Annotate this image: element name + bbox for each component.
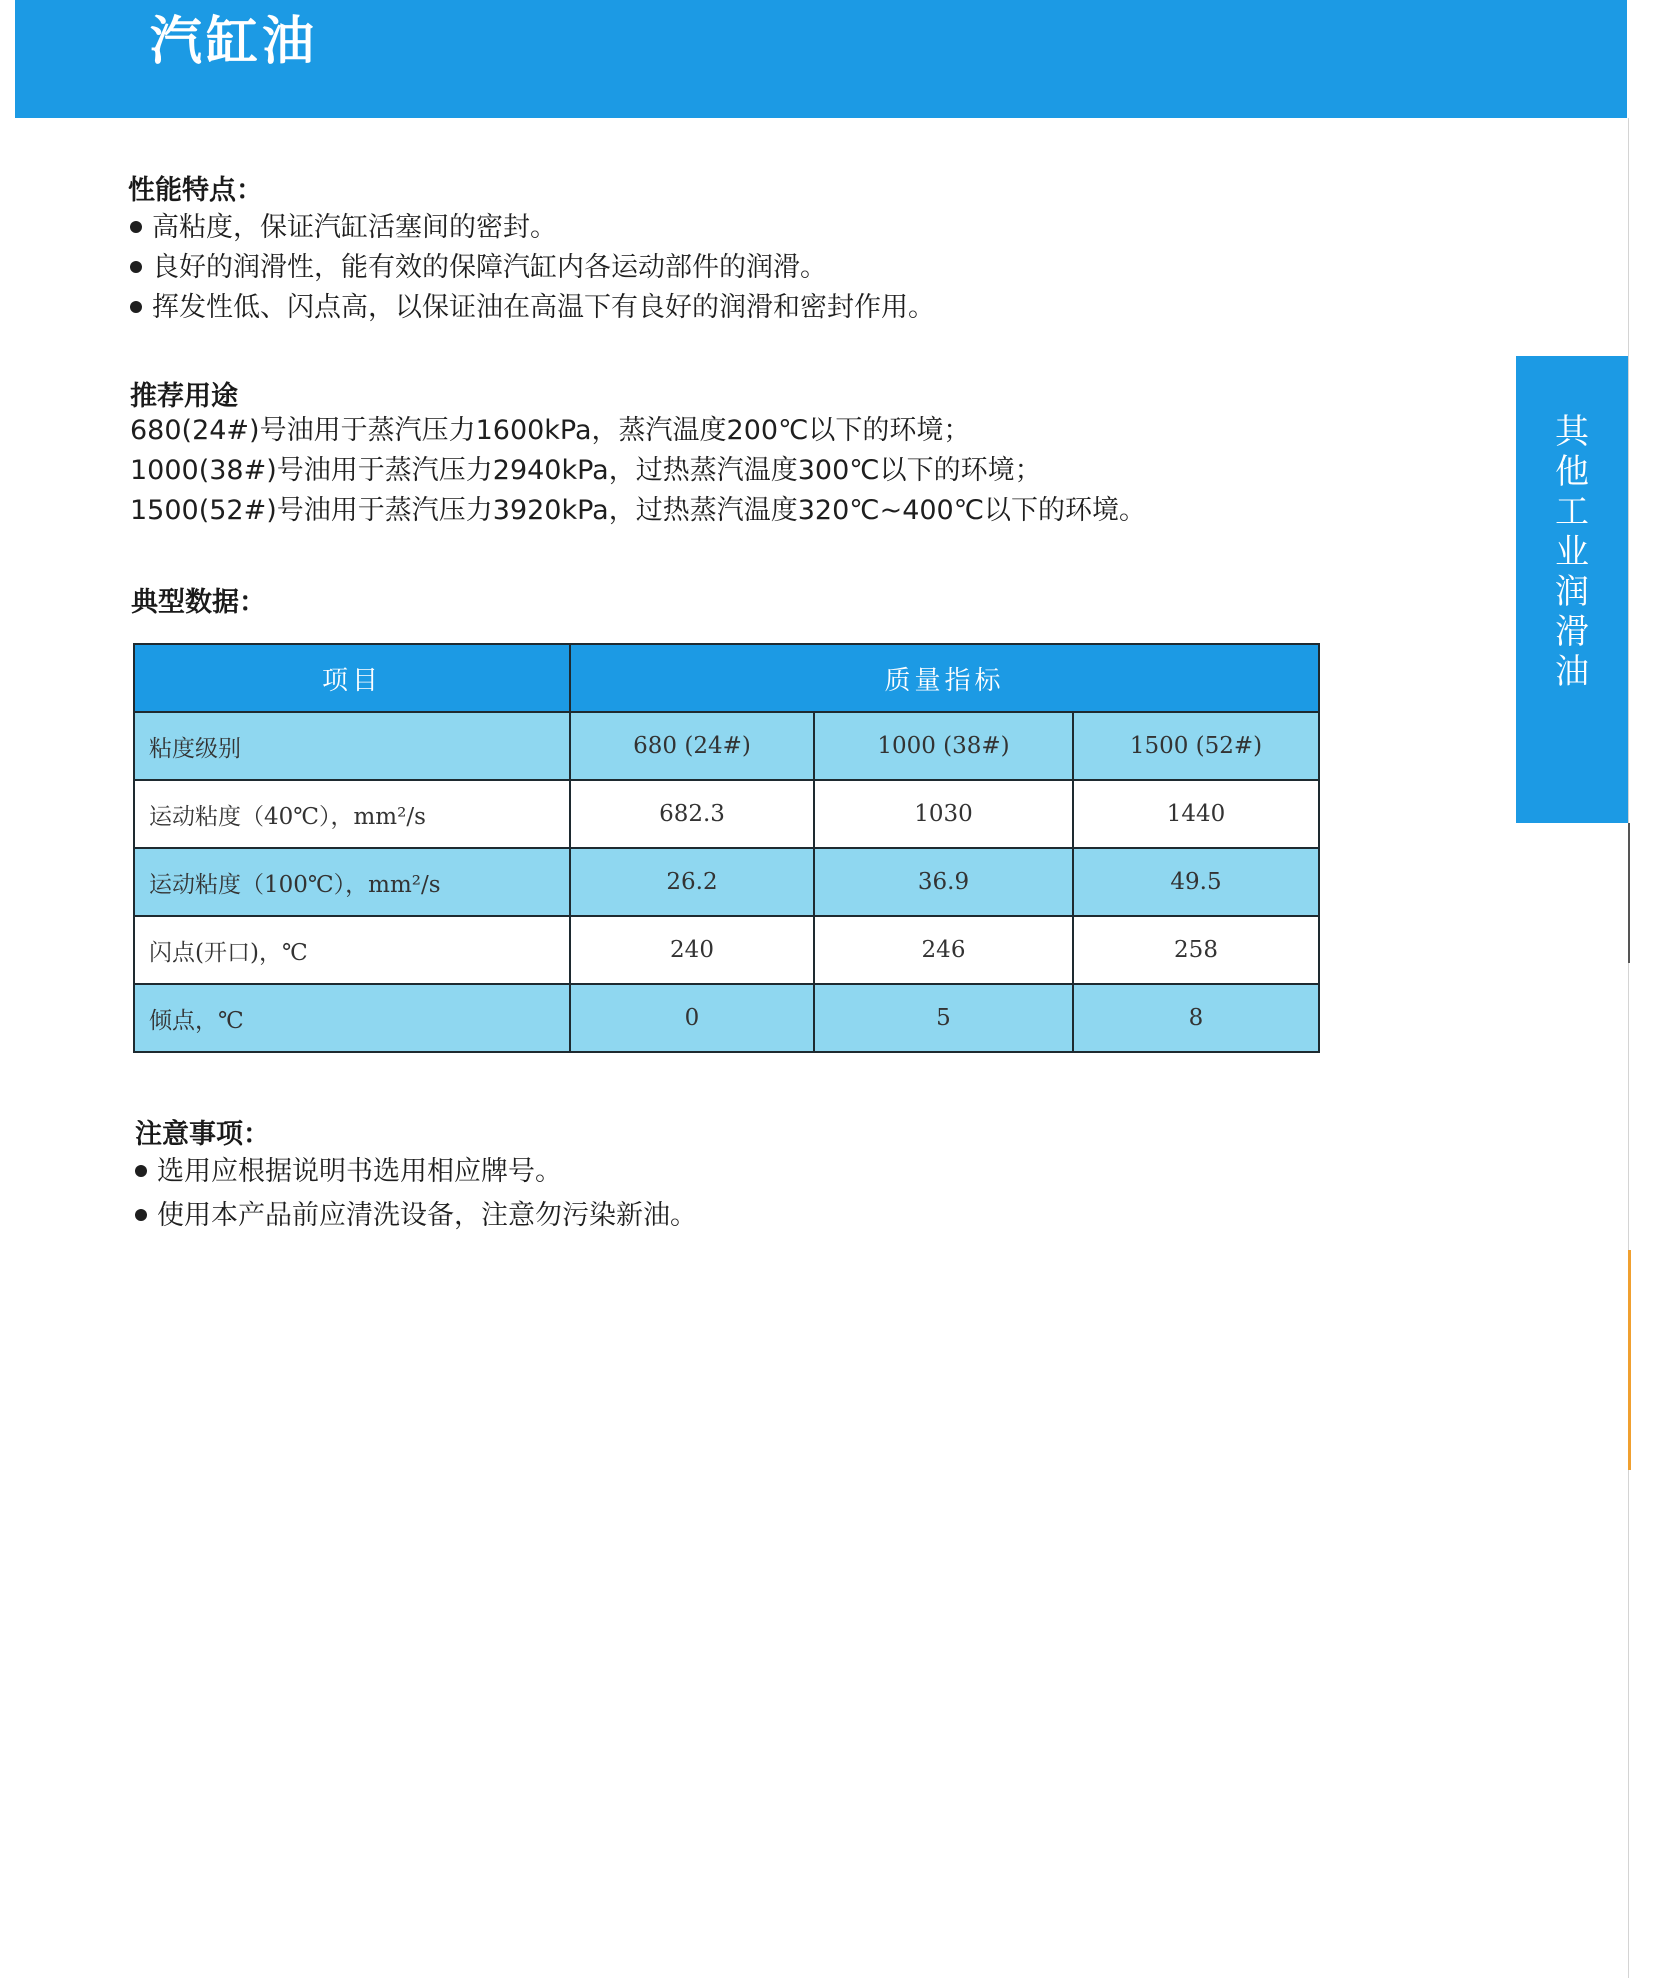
- row-value: 26.2: [570, 848, 814, 916]
- row-value: 680 (24#): [570, 712, 814, 780]
- typical-data-table: [133, 643, 1320, 1053]
- side-category-tab: [1516, 356, 1628, 823]
- bullet-icon: [135, 1209, 147, 1221]
- table-row: [134, 984, 1319, 1052]
- feature-item: [130, 210, 557, 246]
- bullet-icon: [135, 1165, 147, 1177]
- feature-item-text: 高粘度，保证汽缸活塞间的密封。: [152, 212, 557, 243]
- header-band: [15, 0, 1627, 118]
- table-header-quality: 质量指标: [570, 644, 1319, 712]
- row-label: 运动粘度（40℃），mm²/s: [134, 780, 570, 848]
- table-row: [134, 712, 1319, 780]
- table-header-row: [134, 644, 1319, 712]
- table-row: [134, 848, 1319, 916]
- row-label: 倾点，℃: [134, 984, 570, 1052]
- features-heading: 性能特点：: [128, 175, 263, 206]
- row-value: 258: [1073, 916, 1319, 984]
- row-label: 闪点(开口)，℃: [134, 916, 570, 984]
- row-value: 1440: [1073, 780, 1319, 848]
- side-category-label: 其他工业润滑油: [1555, 412, 1589, 692]
- usage-line: 680(24#)号油用于蒸汽压力1600kPa，蒸汽温度200℃以下的环境；: [130, 415, 971, 446]
- row-value: 246: [814, 916, 1073, 984]
- feature-item: [130, 250, 827, 286]
- row-value: 1500 (52#): [1073, 712, 1319, 780]
- row-value: 1030: [814, 780, 1073, 848]
- page-edge-rule: [1628, 118, 1629, 1978]
- row-label: 粘度级别: [134, 712, 570, 780]
- typical-data-heading: 典型数据：: [131, 587, 266, 618]
- table-row: [134, 916, 1319, 984]
- usage-line: 1500(52#)号油用于蒸汽压力3920kPa，过热蒸汽温度320℃~400℃以下的环境。: [130, 495, 1147, 526]
- row-value: 49.5: [1073, 848, 1319, 916]
- row-value: 5: [814, 984, 1073, 1052]
- note-item: [135, 1198, 697, 1234]
- table-row: [134, 780, 1319, 848]
- usage-heading: 推荐用途: [130, 381, 238, 412]
- note-item: [135, 1154, 562, 1190]
- feature-item-text: 良好的润滑性，能有效的保障汽缸内各运动部件的润滑。: [152, 252, 827, 283]
- page-edge-accent: [1628, 823, 1630, 963]
- usage-line: 1000(38#)号油用于蒸汽压力2940kPa，过热蒸汽温度300℃以下的环境；: [130, 455, 1042, 486]
- row-value: 682.3: [570, 780, 814, 848]
- bullet-icon: [130, 261, 142, 273]
- row-value: 8: [1073, 984, 1319, 1052]
- page-edge-accent-orange: [1628, 1250, 1631, 1470]
- row-label: 运动粘度（100℃），mm²/s: [134, 848, 570, 916]
- notes-heading: 注意事项：: [135, 1119, 270, 1150]
- row-value: 36.9: [814, 848, 1073, 916]
- row-value: 240: [570, 916, 814, 984]
- feature-item: [130, 290, 935, 326]
- page-title: 汽缸油: [150, 12, 319, 72]
- row-value: 1000 (38#): [814, 712, 1073, 780]
- bullet-icon: [130, 221, 142, 233]
- feature-item-text: 挥发性低、闪点高，以保证油在高温下有良好的润滑和密封作用。: [152, 292, 935, 323]
- note-item-text: 使用本产品前应清洗设备，注意勿污染新油。: [157, 1200, 697, 1231]
- bullet-icon: [130, 301, 142, 313]
- row-value: 0: [570, 984, 814, 1052]
- note-item-text: 选用应根据说明书选用相应牌号。: [157, 1156, 562, 1187]
- table-header-item: 项目: [134, 644, 570, 712]
